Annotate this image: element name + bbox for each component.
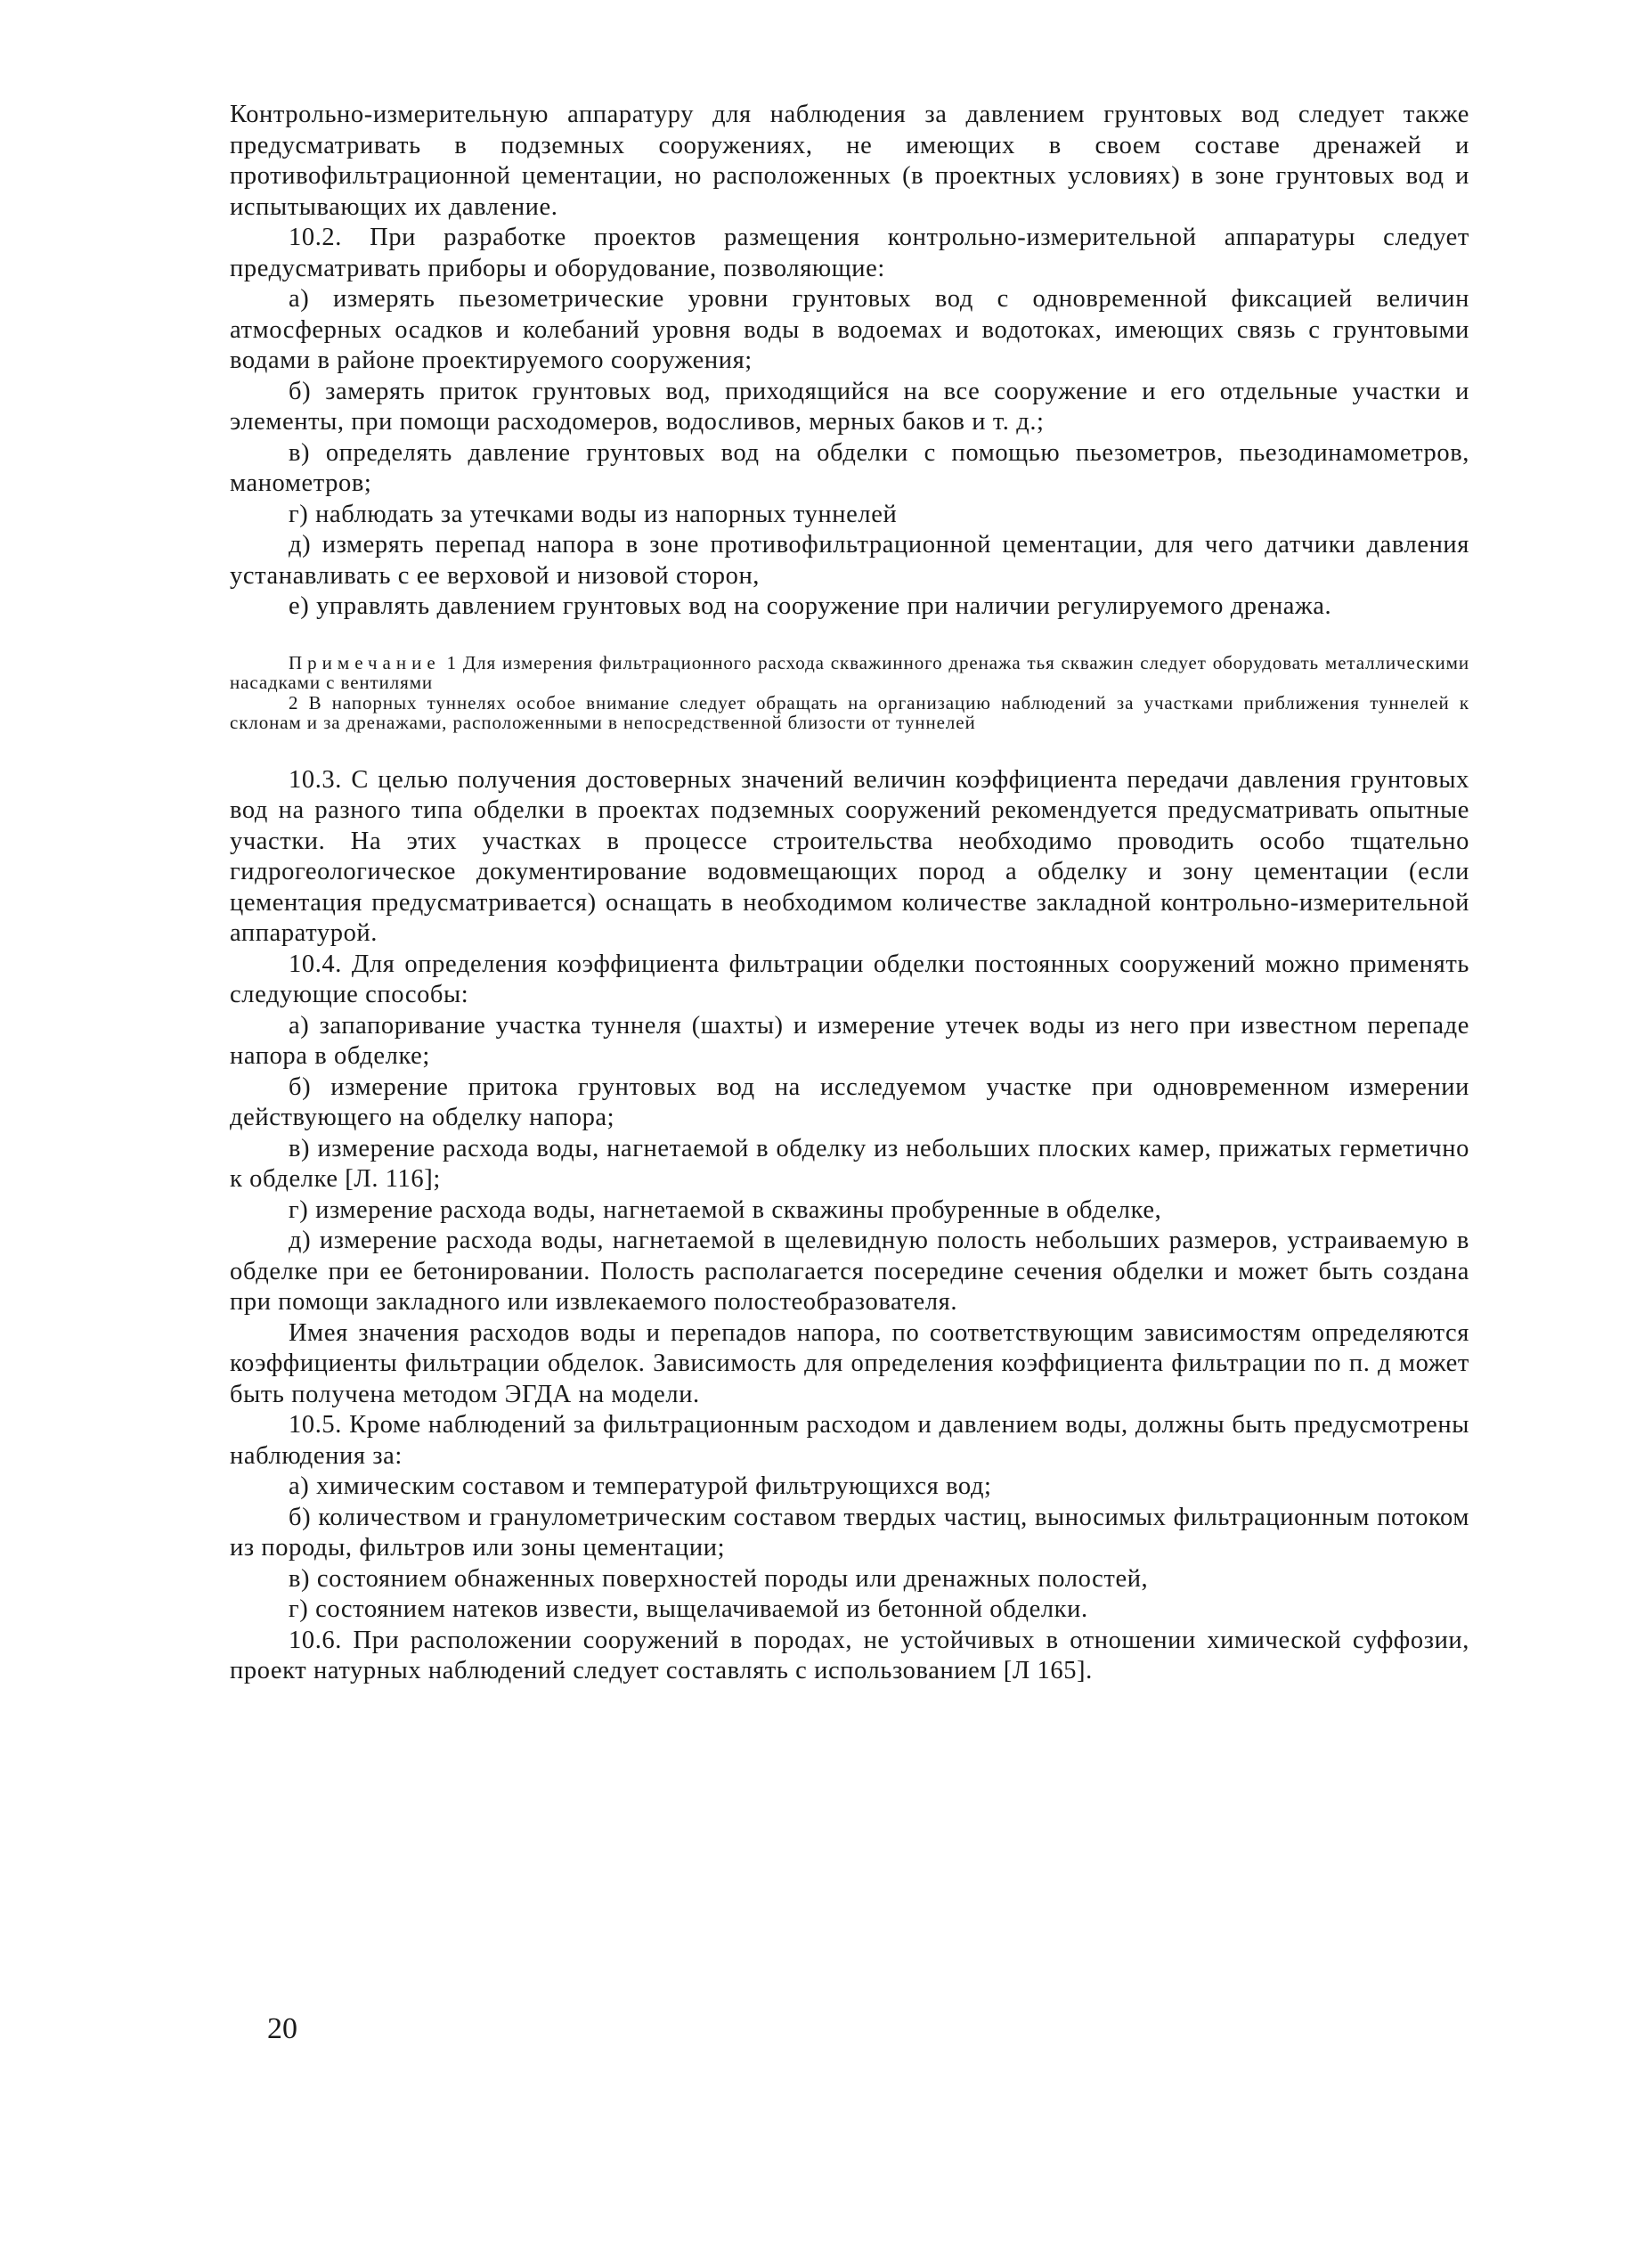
notes-block xyxy=(230,653,1469,733)
paragraph-10-3: 10.3. С целью получения достоверных значений величин коэффициента передачи давления грунтовых вод на разного типа обделки в проектах подземных сооружений рекомендуется предусматривать опытные участки. На этих участках в процессе строительства необходимо проводить особо тщательно гидрогеологическое документирование водовмещающих пород а обделку и зону цементации (если цементация предусматривается) оснащать в необходимом количестве закладной контрольно-измерительной аппаратурой. xyxy=(230,765,1469,947)
list-item-10-5-g: г) состоянием натеков извести, выщелачиваемой из бетонной обделки. xyxy=(289,1595,1088,1623)
paragraph-intro: Контрольно-измерительную аппаратуру для наблюдения за давлением грунтовых вод следует также предусматривать в подземных сооружениях, не имеющих в своем составе дренажей и противофильтрационной цементации, но расположенных (в проектных условиях) в зоне грунтовых вод и испытывающих их давление. xyxy=(230,101,1469,221)
list-item-10-2-v: в) определять давление грунтовых вод на обделки с помощью пьезометров, пьезодинамометров, манометров; xyxy=(230,438,1469,497)
note-label: Примечание xyxy=(289,651,441,673)
list-item-10-2-e: е) управлять давлением грунтовых вод на сооружение при наличии регулируемого дренажа. xyxy=(289,592,1332,620)
list-item-10-5-a: а) химическим составом и температурой фильтрующихся вод; xyxy=(289,1472,992,1500)
note-1-text: 1 Для измерения фильтрационного расхода скважинного дренажа тья скважин следует оборудовать металлическими насадками с вентилями xyxy=(230,651,1469,693)
list-item-10-4-a: а) запапоривание участка туннеля (шахты) и измерение утечек воды из него при известном перепаде напора в обделке; xyxy=(230,1011,1469,1070)
list-item-10-2-b: б) замерять приток грунтовых вод, приходящийся на все сооружение и его отдельные участки и элементы, при помощи расходомеров, водосливов, мерных баков и т. д.; xyxy=(230,377,1469,436)
list-item-10-4-v: в) измерение расхода воды, нагнетаемой в обделку из небольших плоских камер, прижатых герметично к обделке [Л. 116]; xyxy=(230,1134,1469,1193)
list-item-10-4-b: б) измерение притока грунтовых вод на исследуемом участке при одновременном измерении действующего на обделку напора; xyxy=(230,1072,1469,1131)
list-item-10-2-a: а) измерять пьезометрические уровни грунтовых вод с одновременной фиксацией величин атмосферных осадков и колебаний уровня воды в водоемах и водотоках, имеющих связь с грунтовыми водами в районе проектируемого сооружения; xyxy=(230,285,1469,374)
list-item-10-4-g: г) измерение расхода воды, нагнетаемой в скважины пробуренные в обделке, xyxy=(289,1195,1162,1224)
paragraph-10-4: 10.4. Для определения коэффициента фильтрации обделки постоянных сооружений можно применять следующие способы: xyxy=(230,950,1469,1008)
list-item-10-4-d: д) измерение расхода воды, нагнетаемой в щелевидную полость небольших размеров, устраиваемую в обделке при ее бетонировании. Полость располагается посередине сечения обделки и может быть создана при помощи закладного или извлекаемого полостеобразователя. xyxy=(230,1227,1469,1316)
paragraph-10-2: 10.2. При разработке проектов размещения контрольно-измерительной аппаратуры следует предусматривать приборы и оборудование, позволяющие: xyxy=(230,224,1469,282)
list-item-10-2-d: д) измерять перепад напора в зоне противофильтрационной цементации, для чего датчики давления устанавливать с ее верховой и низовой сторон, xyxy=(230,531,1469,590)
list-item-10-5-v: в) состоянием обнаженных поверхностей породы или дренажных полостей, xyxy=(289,1564,1149,1593)
paragraph-10-6: 10.6. При расположении сооружений в породах, не устойчивых в отношении химической суффозии, проект натурных наблюдений следует составлять с использованием [Л 165]. xyxy=(230,1626,1469,1684)
paragraph-10-5: 10.5. Кроме наблюдений за фильтрационным расходом и давлением воды, должны быть предусмотрены наблюдения за: xyxy=(230,1411,1469,1470)
paragraph-10-4-conclusion: Имея значения расходов воды и перепадов напора, по соответствующим зависимостям определяются коэффициенты фильтрации обделок. Зависимость для определения коэффициента фильтрации по п. д может быть получена методом ЭГДА на модели. xyxy=(230,1318,1469,1408)
list-item-10-2-g: г) наблюдать за утечками воды из напорных туннелей xyxy=(289,500,898,528)
note-1 xyxy=(230,653,1469,693)
list-item-10-5-b: б) количеством и гранулометрическим составом твердых частиц, выносимых фильтрационным потоком из породы, фильтров или зоны цементации; xyxy=(230,1503,1469,1562)
page-number: 20 xyxy=(267,2012,297,2045)
text-column xyxy=(230,100,1469,1687)
note-2: 2 В напорных туннелях особое внимание следует обращать на организацию наблюдений за участками приближения туннелей к склонам и за дренажами, расположенными в непосредственной близости от туннелей xyxy=(230,691,1469,733)
